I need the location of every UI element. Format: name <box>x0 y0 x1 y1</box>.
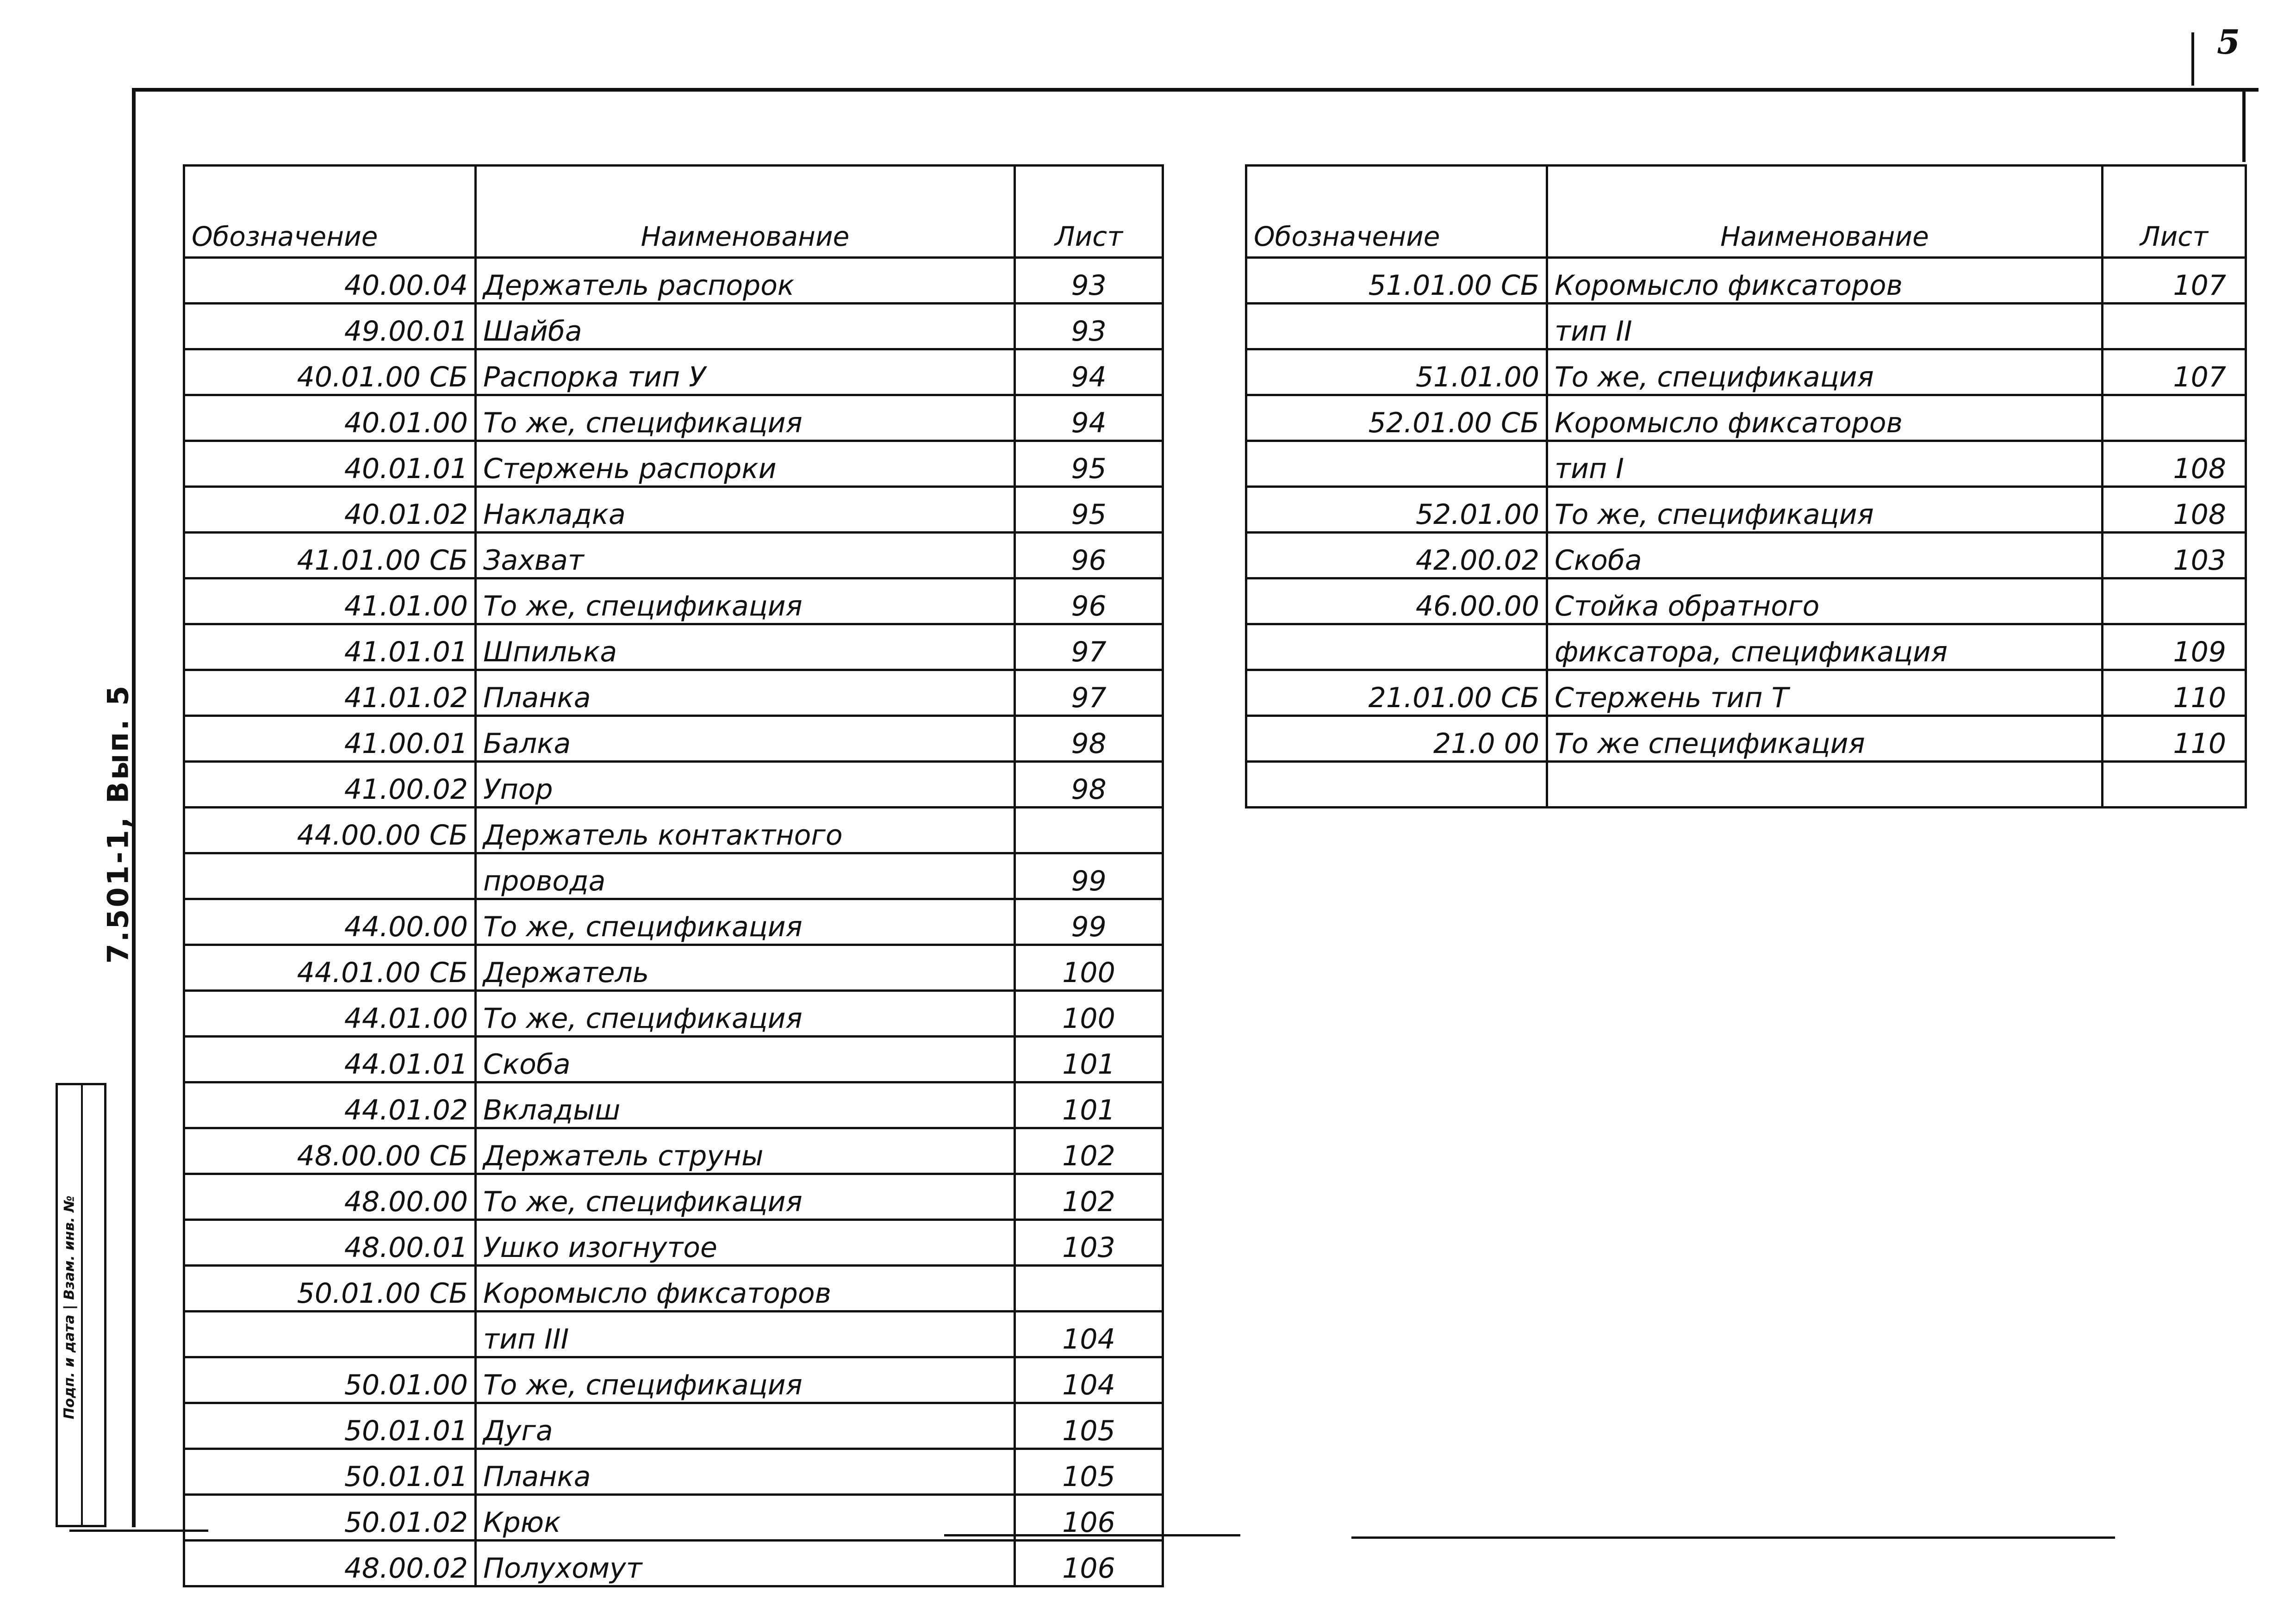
table-row <box>184 1495 1163 1541</box>
code-cell: 48.00.00 <box>184 1174 476 1220</box>
code-cell: 21.0 00 <box>1246 716 1547 762</box>
name-cell: Коромысло фиксаторов <box>476 1266 1015 1312</box>
code-cell: 21.01.00 СБ <box>1246 670 1547 716</box>
code-cell: 44.00.00 <box>184 899 476 945</box>
table-row <box>1246 349 2246 395</box>
code-cell: 48.00.00 СБ <box>184 1128 476 1174</box>
table-header-row <box>184 166 1163 258</box>
code-cell: 44.01.00 СБ <box>184 945 476 991</box>
code-cell: 40.01.00 СБ <box>184 349 476 395</box>
sheet-cell <box>2103 304 2246 349</box>
sheet-cell: 96 <box>1015 533 1163 578</box>
stamp-divider <box>81 1085 83 1525</box>
code-cell <box>1246 304 1547 349</box>
name-cell: То же, спецификация <box>476 578 1015 624</box>
table-row <box>184 1312 1163 1357</box>
sheet-cell: 98 <box>1015 762 1163 808</box>
sheet-cell: 93 <box>1015 304 1163 349</box>
table-row <box>184 808 1163 853</box>
bottom-line <box>1351 1536 2115 1539</box>
code-cell: 50.01.00 СБ <box>184 1266 476 1312</box>
header-name: Наименование <box>1547 166 2103 258</box>
table-row <box>184 945 1163 991</box>
header-code: Обозначение <box>184 166 476 258</box>
code-cell: 52.01.00 <box>1246 487 1547 533</box>
sheet-cell: 97 <box>1015 670 1163 716</box>
table-row <box>184 670 1163 716</box>
sheet-cell <box>2103 578 2246 624</box>
code-cell <box>184 853 476 899</box>
name-cell: Скоба <box>476 1037 1015 1082</box>
name-cell: Шпилька <box>476 624 1015 670</box>
spec-table-right <box>1245 164 2247 808</box>
code-cell: 44.00.00 СБ <box>184 808 476 853</box>
code-cell <box>184 1312 476 1357</box>
sheet-cell: 102 <box>1015 1128 1163 1174</box>
header-code: Обозначение <box>1246 166 1547 258</box>
table-row <box>184 1541 1163 1586</box>
sheet-cell: 100 <box>1015 945 1163 991</box>
name-cell: тип III <box>476 1312 1015 1357</box>
table-row <box>1246 670 2246 716</box>
code-cell: 46.00.00 <box>1246 578 1547 624</box>
sheet-cell: 106 <box>1015 1541 1163 1586</box>
header-sheet: Лист <box>2103 166 2246 258</box>
code-cell: 51.01.00 СБ <box>1246 258 1547 304</box>
code-cell: 50.01.00 <box>184 1357 476 1403</box>
table-row <box>1246 395 2246 441</box>
sheet-cell: 93 <box>1015 258 1163 304</box>
code-cell: 41.00.02 <box>184 762 476 808</box>
code-cell <box>1246 624 1547 670</box>
code-cell: 40.01.01 <box>184 441 476 487</box>
table-row <box>1246 487 2246 533</box>
table-row <box>1246 304 2246 349</box>
table-row <box>1246 258 2246 304</box>
sheet-cell: 108 <box>2103 487 2246 533</box>
sheet-cell: 94 <box>1015 395 1163 441</box>
table-row <box>184 1220 1163 1266</box>
sheet-cell: 98 <box>1015 716 1163 762</box>
code-cell: 50.01.01 <box>184 1449 476 1495</box>
code-cell: 40.01.00 <box>184 395 476 441</box>
name-cell: Балка <box>476 716 1015 762</box>
table-row <box>1246 624 2246 670</box>
sheet-cell <box>2103 762 2246 808</box>
code-cell <box>1246 441 1547 487</box>
sheet-cell: 108 <box>2103 441 2246 487</box>
code-cell: 49.00.01 <box>184 304 476 349</box>
code-cell: 44.01.02 <box>184 1082 476 1128</box>
table-row <box>184 853 1163 899</box>
side-stamp <box>56 1083 106 1527</box>
table-row <box>184 441 1163 487</box>
table-header-row <box>1246 166 2246 258</box>
name-cell: То же, спецификация <box>476 899 1015 945</box>
header-name: Наименование <box>476 166 1015 258</box>
table-row <box>1246 533 2246 578</box>
sheet-cell: 101 <box>1015 1082 1163 1128</box>
table-row <box>184 258 1163 304</box>
table-row <box>184 349 1163 395</box>
sheet-cell: 104 <box>1015 1357 1163 1403</box>
table-row <box>1246 716 2246 762</box>
sheet-cell: 99 <box>1015 853 1163 899</box>
table-row <box>184 716 1163 762</box>
name-cell: Вкладыш <box>476 1082 1015 1128</box>
sheet-cell: 95 <box>1015 441 1163 487</box>
code-cell: 41.01.00 <box>184 578 476 624</box>
sheet-cell: 110 <box>2103 670 2246 716</box>
table-row <box>184 1266 1163 1312</box>
name-cell: Коромысло фиксаторов <box>1547 258 2103 304</box>
name-cell: То же, спецификация <box>476 1174 1015 1220</box>
name-cell: Ушко изогнутое <box>476 1220 1015 1266</box>
sheet-cell: 97 <box>1015 624 1163 670</box>
table-row <box>184 1082 1163 1128</box>
sheet-cell <box>1015 1266 1163 1312</box>
sheet-cell: 96 <box>1015 578 1163 624</box>
table-row <box>184 487 1163 533</box>
sheet-cell: 102 <box>1015 1174 1163 1220</box>
name-cell <box>1547 762 2103 808</box>
code-cell: 50.01.01 <box>184 1403 476 1449</box>
name-cell: провода <box>476 853 1015 899</box>
name-cell: Захват <box>476 533 1015 578</box>
sheet-cell: 103 <box>2103 533 2246 578</box>
code-cell: 48.00.02 <box>184 1541 476 1586</box>
sheet-cell: 94 <box>1015 349 1163 395</box>
sheet-cell: 105 <box>1015 1449 1163 1495</box>
table-row <box>184 304 1163 349</box>
sheet-cell: 103 <box>1015 1220 1163 1266</box>
sheet-number: 5 <box>2217 22 2240 62</box>
sheet-cell: 107 <box>2103 258 2246 304</box>
table-row <box>184 1449 1163 1495</box>
header-sheet: Лист <box>1015 166 1163 258</box>
table-row <box>184 1174 1163 1220</box>
name-cell: Планка <box>476 1449 1015 1495</box>
sheet-cell: 104 <box>1015 1312 1163 1357</box>
sheet-cell: 99 <box>1015 899 1163 945</box>
code-cell: 40.00.04 <box>184 258 476 304</box>
name-cell: То же, спецификация <box>476 1357 1015 1403</box>
code-cell: 41.01.01 <box>184 624 476 670</box>
name-cell: Стержень распорки <box>476 441 1015 487</box>
name-cell: фиксатора, спецификация <box>1547 624 2103 670</box>
name-cell: Держатель контактного <box>476 808 1015 853</box>
sheet-cell: 107 <box>2103 349 2246 395</box>
sheet-cell: 110 <box>2103 716 2246 762</box>
code-cell: 50.01.02 <box>184 1495 476 1541</box>
name-cell: То же, спецификация <box>476 991 1015 1037</box>
name-cell: Упор <box>476 762 1015 808</box>
table-row <box>184 395 1163 441</box>
document-code: 7.501-1, Вып. 5 <box>101 684 135 964</box>
spec-table-left <box>183 164 1164 1587</box>
code-cell: 52.01.00 СБ <box>1246 395 1547 441</box>
name-cell: Шайба <box>476 304 1015 349</box>
sheet-cell: 100 <box>1015 991 1163 1037</box>
corner-stub <box>2191 32 2194 86</box>
table-row <box>184 991 1163 1037</box>
code-cell: 41.00.01 <box>184 716 476 762</box>
name-cell: Стержень тип Т <box>1547 670 2103 716</box>
code-cell: 44.01.01 <box>184 1037 476 1082</box>
sheet-cell <box>2103 395 2246 441</box>
name-cell: Накладка <box>476 487 1015 533</box>
name-cell: То же, спецификация <box>1547 349 2103 395</box>
table-row <box>184 624 1163 670</box>
code-cell: 44.01.00 <box>184 991 476 1037</box>
sheet-cell: 106 <box>1015 1495 1163 1541</box>
code-cell: 51.01.00 <box>1246 349 1547 395</box>
table-row <box>184 1357 1163 1403</box>
sheet-cell: 109 <box>2103 624 2246 670</box>
code-cell: 41.01.00 СБ <box>184 533 476 578</box>
name-cell: Распорка тип У <box>476 349 1015 395</box>
table-row <box>184 899 1163 945</box>
name-cell: То же, спецификация <box>1547 487 2103 533</box>
name-cell: тип II <box>1547 304 2103 349</box>
name-cell: Стойка обратного <box>1547 578 2103 624</box>
name-cell: Коромысло фиксаторов <box>1547 395 2103 441</box>
sheet-cell: 95 <box>1015 487 1163 533</box>
stamp-label: Подп. и дата | Взам. инв. № <box>61 1195 78 1419</box>
table-row <box>184 1037 1163 1082</box>
name-cell: То же, спецификация <box>476 395 1015 441</box>
sheet-cell: 105 <box>1015 1403 1163 1449</box>
table-row <box>184 578 1163 624</box>
table-row <box>184 1403 1163 1449</box>
code-cell: 48.00.01 <box>184 1220 476 1266</box>
code-cell: 42.00.02 <box>1246 533 1547 578</box>
table-row <box>184 762 1163 808</box>
code-cell: 40.01.02 <box>184 487 476 533</box>
name-cell: Скоба <box>1547 533 2103 578</box>
name-cell: Дуга <box>476 1403 1015 1449</box>
table-row <box>184 1128 1163 1174</box>
name-cell: Держатель <box>476 945 1015 991</box>
code-cell: 41.01.02 <box>184 670 476 716</box>
sheet-frame-right <box>2242 88 2246 162</box>
table-row <box>1246 441 2246 487</box>
name-cell: То же спецификация <box>1547 716 2103 762</box>
sheet-cell: 101 <box>1015 1037 1163 1082</box>
sheet-frame-top <box>134 88 2259 92</box>
table-row <box>1246 762 2246 808</box>
name-cell: Крюк <box>476 1495 1015 1541</box>
name-cell: Держатель струны <box>476 1128 1015 1174</box>
table-row <box>1246 578 2246 624</box>
name-cell: Держатель распорок <box>476 258 1015 304</box>
sheet-cell <box>1015 808 1163 853</box>
name-cell: Полухомут <box>476 1541 1015 1586</box>
name-cell: Планка <box>476 670 1015 716</box>
code-cell <box>1246 762 1547 808</box>
name-cell: тип I <box>1547 441 2103 487</box>
table-row <box>184 533 1163 578</box>
